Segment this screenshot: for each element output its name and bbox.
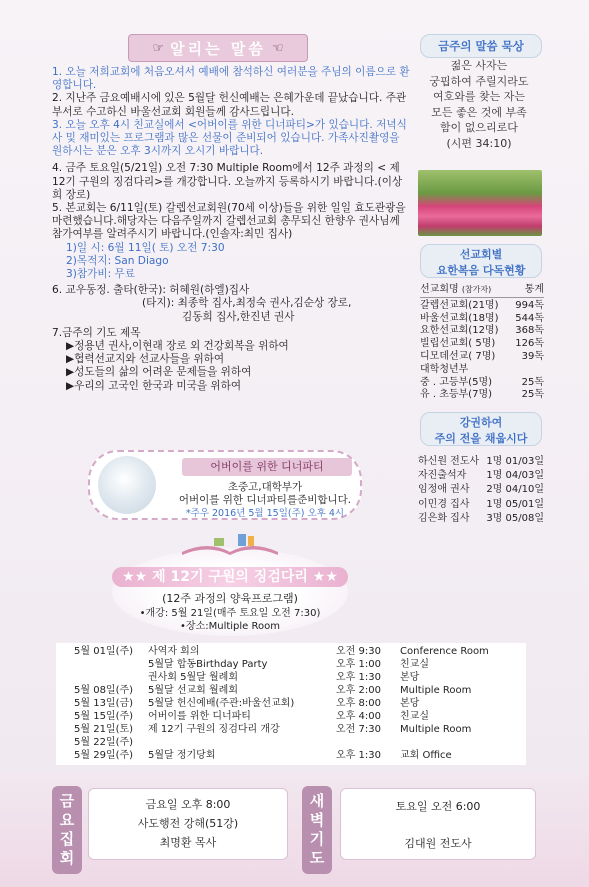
announcement-item: 3. 오늘 오후 4시 친교실에서 <어버이를 위한 디너파티>가 있습니다. 저녁식사 및 재미있는 프로그램과 많은 선물이 준비되어 있습니다. 가족사진촬영을 원하시는 분은 오후 3시까지 오시기 바랍니다.	[52, 118, 407, 158]
row-name: 임정애 권사	[418, 484, 470, 496]
row-value: 1명 05/01일	[486, 498, 544, 510]
row-value: 25독	[521, 389, 544, 401]
row-name: 대학청년부	[420, 363, 469, 375]
schedule-row	[74, 710, 524, 723]
table-header	[420, 284, 544, 298]
monthly-schedule	[56, 643, 526, 765]
row-value: 126독	[515, 338, 544, 350]
schedule-date: 5월 21일(토)	[74, 724, 134, 735]
row-name: 갈렙선교회(21명)	[420, 299, 499, 311]
service-times	[0, 772, 589, 887]
schedule-row	[74, 697, 524, 710]
schedule-place: Conference Room	[400, 646, 489, 657]
announcement-item: 4. 금주 토요일(5/21일) 오전 7:30 Multiple Room에서 12주 과정의 < 제 12기 구원의 징검다리>를 개강합니다. 오늘까지 등록하시기 바랍니다.(이상희 장로)	[52, 162, 403, 201]
schedule-date: 5월 08일(주)	[74, 685, 134, 696]
friday-preacher: 최명환 목사	[159, 836, 217, 849]
staff-line: 6. 교우동정. 출타(한국): 허혜원(하엘)집사	[52, 284, 250, 297]
meditation-verse	[418, 58, 540, 151]
row-value: 368독	[515, 325, 544, 337]
row-name: 이민경 집사	[418, 498, 470, 510]
row-name: 바울선교회(18명)	[420, 312, 499, 324]
prayer-item: ▶정용년 권사,이현래 장로 외 건강회복을 위하여	[66, 340, 289, 353]
course-subtitle: (12주 과정의 양육프로그램)	[162, 592, 298, 605]
dawn-leader: 김대원 전도사	[404, 837, 472, 850]
table-row	[420, 377, 544, 390]
schedule-row	[74, 658, 524, 671]
dawn-tag-text: 새벽기도	[309, 792, 325, 867]
schedule-date: 5월 15일(주)	[74, 711, 134, 722]
schedule-place: 본당	[400, 672, 420, 683]
schedule-event: 5월달 헌신예배(주관:바울선교회)	[148, 698, 295, 709]
header-name: 선교회명	[420, 284, 459, 295]
row-name: 빌립선교회( 5명)	[420, 338, 496, 350]
dawn-time: 토요일 오전 6:00	[395, 800, 481, 813]
schedule-place: 친교실	[400, 711, 429, 722]
mission-title-line: 요한복음 다독현황	[436, 264, 526, 277]
row-name: 김은화 집사	[418, 512, 470, 524]
table-row	[420, 325, 544, 338]
trip-destination: 2)목적지: San Diago	[66, 254, 169, 267]
row-value: 2명 04/10일	[486, 484, 544, 496]
pointing-hand-icon: ☞	[152, 40, 165, 56]
friday-sermon: 사도행전 강해(51강)	[137, 817, 239, 830]
dinner-party-line: 어버이를 위한 디너파티를준비합니다.	[178, 494, 352, 506]
announcement-item: 5. 본교회는 6/11일(토) 갈렙선교회원(70세 이상)들을 위한 일일 효도관광을 마련했습니다.해당자는 다음주일까지 갈렙선교회 총무되신 한향우 권사님께 참가여부를 알려주시기 바랍니다.(인솔자:최민 집사)	[52, 202, 406, 241]
schedule-time: 오후 1:30	[336, 750, 381, 761]
schedule-time: 오후 2:00	[336, 685, 381, 696]
row-value: 1명 01/03일	[486, 456, 544, 467]
schedule-row	[74, 645, 524, 658]
schedule-event: 제 12기 구원의 징검다리 개강	[148, 724, 280, 735]
schedule-row	[74, 684, 524, 697]
dawn-prayer-box	[340, 788, 536, 860]
row-name: 유 . 초등부(7명)	[420, 389, 493, 401]
schedule-date: 5월 01일(주)	[74, 646, 134, 657]
schedule-date: 5월 13일(금)	[74, 698, 134, 709]
course-announcement	[112, 548, 348, 636]
schedule-row	[74, 723, 524, 736]
row-value: 994독	[515, 299, 544, 311]
staff-line: (타지): 최종학 집사,최정숙 권사,김순상 장로,	[142, 297, 352, 310]
invitation-title-line: 강권하여	[459, 416, 503, 429]
invitation-title	[420, 412, 542, 446]
friday-service-tag	[52, 786, 82, 874]
course-title-text: 제 12기 구원의 징검다리	[152, 569, 308, 585]
dinner-party-title: 어버이를 위한 디너파티	[182, 458, 352, 476]
verse-line: 모든 좋은 것에 부족	[431, 105, 527, 119]
header-total: 통계	[524, 284, 544, 295]
announcements-title-text: 알리는 말씀	[170, 39, 266, 58]
table-row	[418, 498, 544, 512]
schedule-time: 오후 8:00	[336, 698, 381, 709]
table-row	[420, 300, 544, 313]
staff-line: 김동희 집사,한진년 권사	[182, 310, 295, 323]
friday-tag-text: 금요집회	[59, 792, 75, 867]
schedule-place: 친교실	[400, 659, 429, 670]
schedule-event: 5월달 선교회 월례회	[148, 685, 238, 696]
dinner-party-line: 초중고,대학부가	[227, 481, 303, 493]
schedule-event: 권사회 5월달 월례회	[148, 672, 238, 683]
table-row	[420, 351, 544, 364]
row-value: 25독	[521, 376, 544, 388]
prayer-title: 7.금주의 기도 제목	[52, 326, 141, 339]
schedule-time: 오후 1:00	[336, 659, 381, 670]
verse-line: 궁핍하여 주릴지라도	[429, 74, 529, 88]
schedule-place: Multiple Room	[400, 724, 472, 735]
dawn-prayer-tag	[302, 786, 332, 874]
announcement-item: 2. 지난주 금요예배시에 있은 5월달 헌신예배는 은혜가운데 끝났습니다. 주관부서로 수고하신 바울선교회 회원들께 감사드립니다.	[52, 92, 407, 118]
verse-line: 여호와를 찾는 자는	[432, 90, 525, 103]
verse-reference: (시편 34:10)	[446, 136, 512, 150]
open-book-icon	[178, 532, 282, 556]
table-row	[420, 364, 544, 377]
star-icon: ★★	[122, 569, 148, 585]
prayer-item: ▶성도들의 삶의 어려운 문제들을 위하여	[66, 366, 252, 379]
row-name: 디모데선교( 7명)	[420, 350, 496, 362]
schedule-place: 본당	[400, 698, 420, 709]
table-row	[418, 455, 544, 469]
course-location: •장소:Multiple Room	[180, 621, 280, 632]
meditation-title: 금주의 말씀 묵상	[420, 34, 542, 58]
row-name: 중 . 고등부(5명)	[420, 376, 493, 388]
pointing-hand-icon: ☜	[271, 40, 284, 56]
mission-title-line: 선교회별	[459, 248, 503, 261]
announcement-item: 1. 오늘 저희교회에 처음오셔서 예배에 참석하신 여러분을 주님의 이름으로 환영합니다.	[52, 66, 410, 92]
table-row	[420, 389, 544, 402]
schedule-row	[74, 736, 524, 749]
invitation-table	[418, 455, 544, 526]
row-name: 자진출석자	[418, 470, 467, 482]
invitation-title-line: 주의 전을 채웁시다	[434, 432, 528, 445]
verse-line: 젊은 사자는	[450, 59, 508, 72]
schedule-event: 5월달 정기당회	[148, 750, 216, 761]
course-title	[112, 567, 348, 587]
schedule-row	[74, 671, 524, 684]
row-value: 39독	[521, 350, 544, 362]
schedule-time: 오후 4:00	[336, 711, 381, 722]
announcements-body	[52, 66, 410, 393]
announcements-title	[128, 34, 308, 62]
mission-reading-table	[420, 284, 544, 402]
mission-reading-title	[420, 244, 542, 278]
header-count: (참가자)	[461, 285, 492, 294]
table-row	[418, 469, 544, 483]
trip-fee: 3)참가비: 무료	[66, 268, 135, 281]
row-name: 하신원 전도사	[418, 456, 480, 467]
friday-service-box	[88, 788, 288, 860]
flower-garden-photo	[418, 170, 542, 236]
course-opening: •개강: 5월 21일(매주 토요일 오전 7:30)	[139, 608, 321, 619]
schedule-event: 사역자 회의	[148, 646, 200, 657]
schedule-event: 어버이를 위한 디너파티	[148, 711, 251, 722]
row-value: 1명 04/03일	[486, 470, 544, 482]
trip-date: 1)일 시: 6월 11일( 토) 오전 7:30	[66, 241, 225, 254]
friday-time: 금요일 오후 8:00	[145, 798, 231, 811]
row-value: 3명 05/08일	[486, 512, 544, 524]
parents-illustration	[98, 456, 156, 514]
dinner-party-box	[88, 450, 362, 520]
table-row	[420, 338, 544, 351]
schedule-row	[74, 749, 524, 762]
table-row	[418, 512, 544, 526]
prayer-item: ▶협력선교지와 선교사들을 위하여	[66, 353, 225, 366]
star-icon: ★★	[312, 569, 338, 585]
dinner-party-date: *주우 2016년 5월 15일(주) 오후 4시	[185, 508, 345, 519]
verse-line: 함이 없으리로다	[440, 121, 518, 134]
schedule-time: 오전 7:30	[336, 724, 381, 735]
row-value: 544독	[515, 312, 544, 324]
schedule-date: 5월 29일(주)	[74, 750, 134, 761]
prayer-item: ▶우리의 고국인 한국과 미국을 위하여	[66, 379, 242, 392]
schedule-time: 오전 9:30	[336, 646, 381, 657]
schedule-date: 5월 22일(주)	[74, 737, 134, 748]
schedule-time: 오후 1:30	[336, 672, 381, 683]
table-row	[420, 313, 544, 326]
schedule-place: Multiple Room	[400, 685, 472, 696]
table-row	[418, 483, 544, 497]
row-name: 요한선교회(12명)	[420, 325, 499, 337]
schedule-place: 교회 Office	[400, 750, 452, 761]
schedule-event: 5월달 합동Birthday Party	[148, 659, 268, 670]
